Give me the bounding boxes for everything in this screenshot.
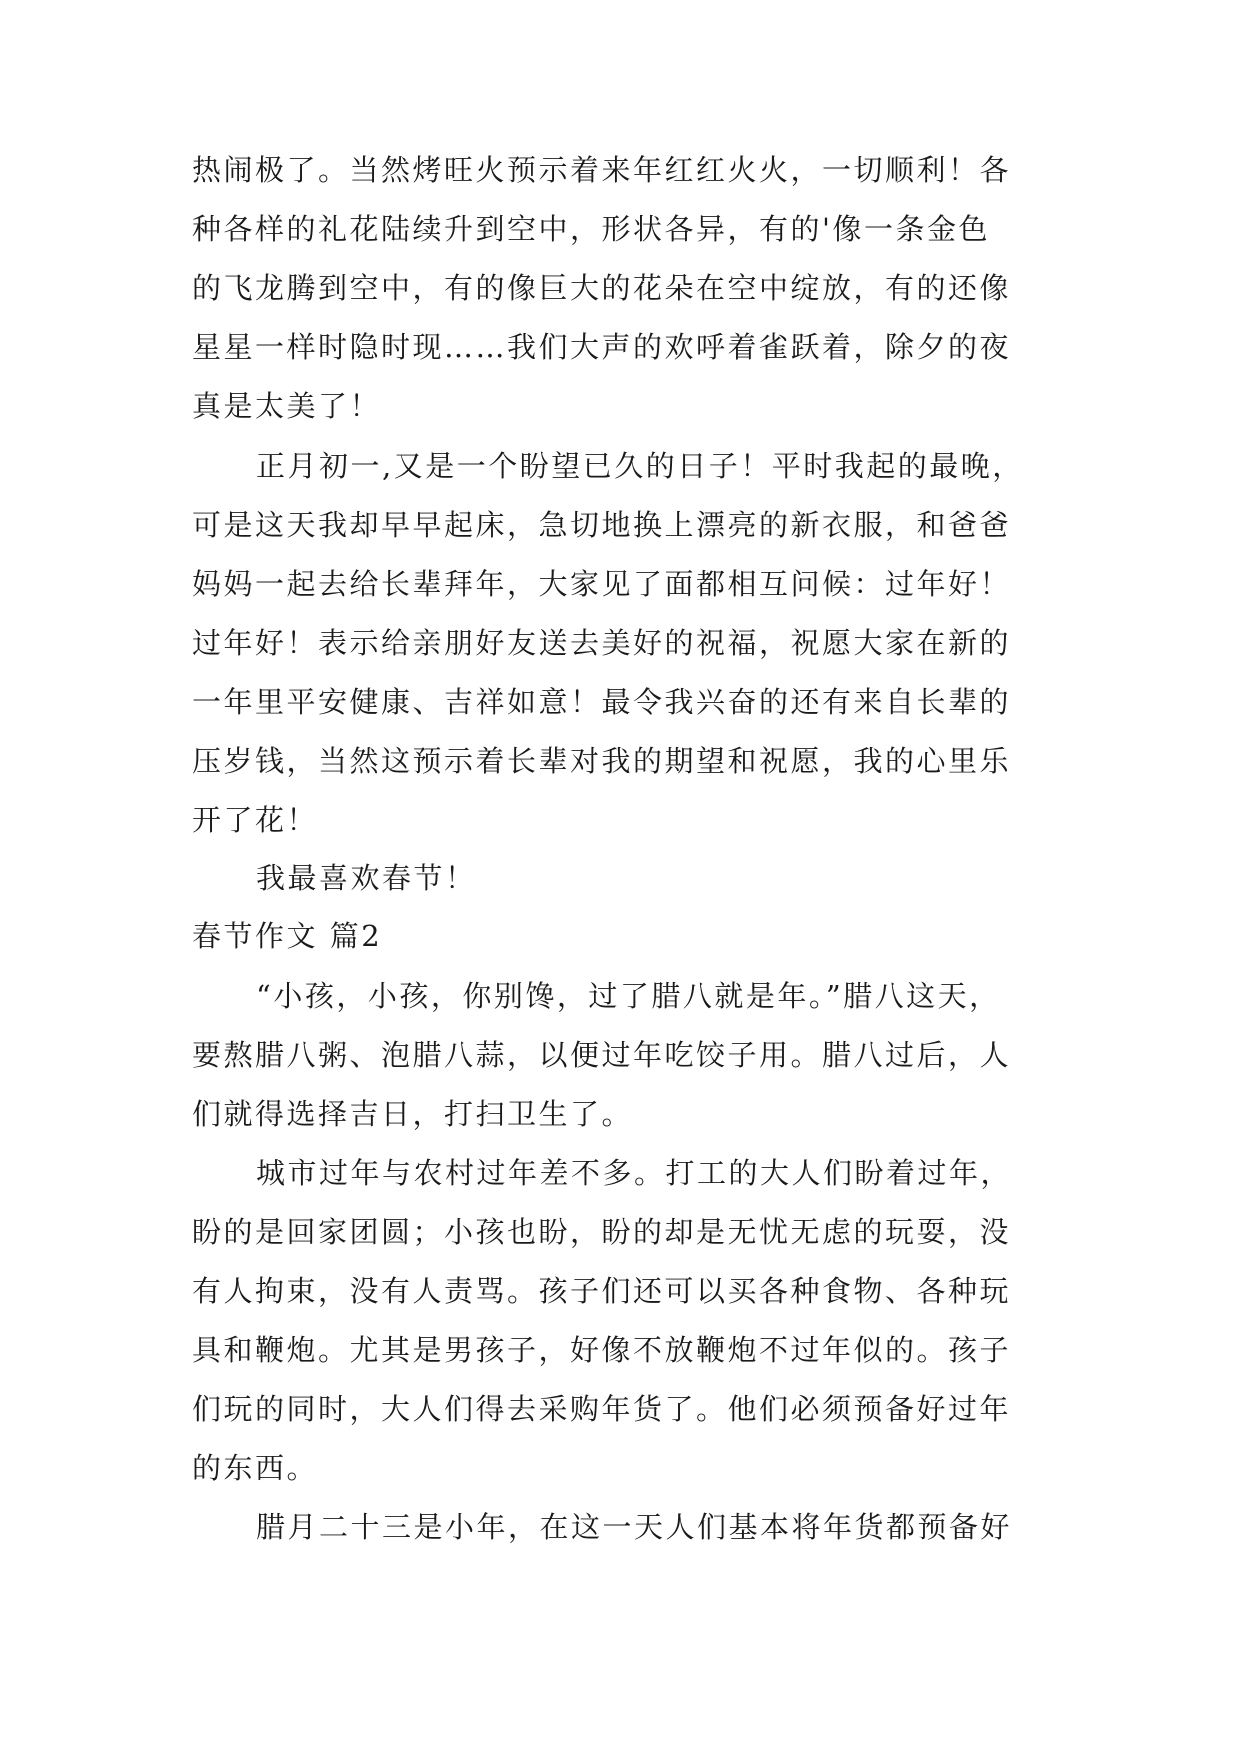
text-line: 要熬腊八粥、泡腊八蒜，以便过年吃饺子用。腊八过后，人 [192,1038,1012,1072]
text-line: 过年好！表示给亲朋好友送去美好的祝福，祝愿大家在新的 [192,626,1012,660]
text-line: 的东西。 [192,1451,319,1485]
text-line: 们就得选择吉日，打扫卫生了。 [192,1097,634,1131]
text-line: 种各样的礼花陆续升到空中，形状各异，有的'像一条金色 [192,212,990,246]
paragraph-first-line: “小孩，小孩，你别馋，过了腊八就是年。”腊八这天， [256,979,1001,1013]
text-line: 们玩的同时，大人们得去采购年货了。他们必须预备好过年 [192,1392,1012,1426]
text-line: 盼的是回家团圆；小孩也盼，盼的却是无忧无虑的玩耍，没 [192,1215,1012,1249]
text-line: 可是这天我却早早起床，急切地换上漂亮的新衣服，和爸爸 [192,508,1012,542]
text-line: 有人拘束，没有人责骂。孩子们还可以买各种食物、各种玩 [192,1274,1012,1308]
text-line: 热闹极了。当然烤旺火预示着来年红红火火，一切顺利！各 [192,153,1012,187]
paragraph-first-line: 正月初一,又是一个盼望已久的日子！平时我起的最晚， [256,449,1024,483]
text-line: 压岁钱，当然这预示着长辈对我的期望和祝愿，我的心里乐 [192,744,1012,778]
section-heading: 春节作文 篇2 [192,919,383,953]
paragraph-first-line: 我最喜欢春节！ [256,861,477,895]
text-line: 的飞龙腾到空中，有的像巨大的花朵在空中绽放，有的还像 [192,271,1012,305]
paragraph-first-line: 腊月二十三是小年，在这一天人们基本将年货都预备好 [256,1510,1013,1544]
text-line: 开了花！ [192,803,319,837]
text-line: 具和鞭炮。尤其是男孩子，好像不放鞭炮不过年似的。孩子 [192,1333,1012,1367]
text-line: 真是太美了！ [192,389,382,423]
text-line: 一年里平安健康、吉祥如意！最令我兴奋的还有来自长辈的 [192,685,1012,719]
text-line: 妈妈一起去给长辈拜年，大家见了面都相互问候：过年好！ [192,567,1012,601]
paragraph-first-line: 城市过年与农村过年差不多。打工的大人们盼着过年， [256,1156,1013,1190]
text-line: 星星一样时隐时现……我们大声的欢呼着雀跃着，除夕的夜 [192,330,1012,364]
